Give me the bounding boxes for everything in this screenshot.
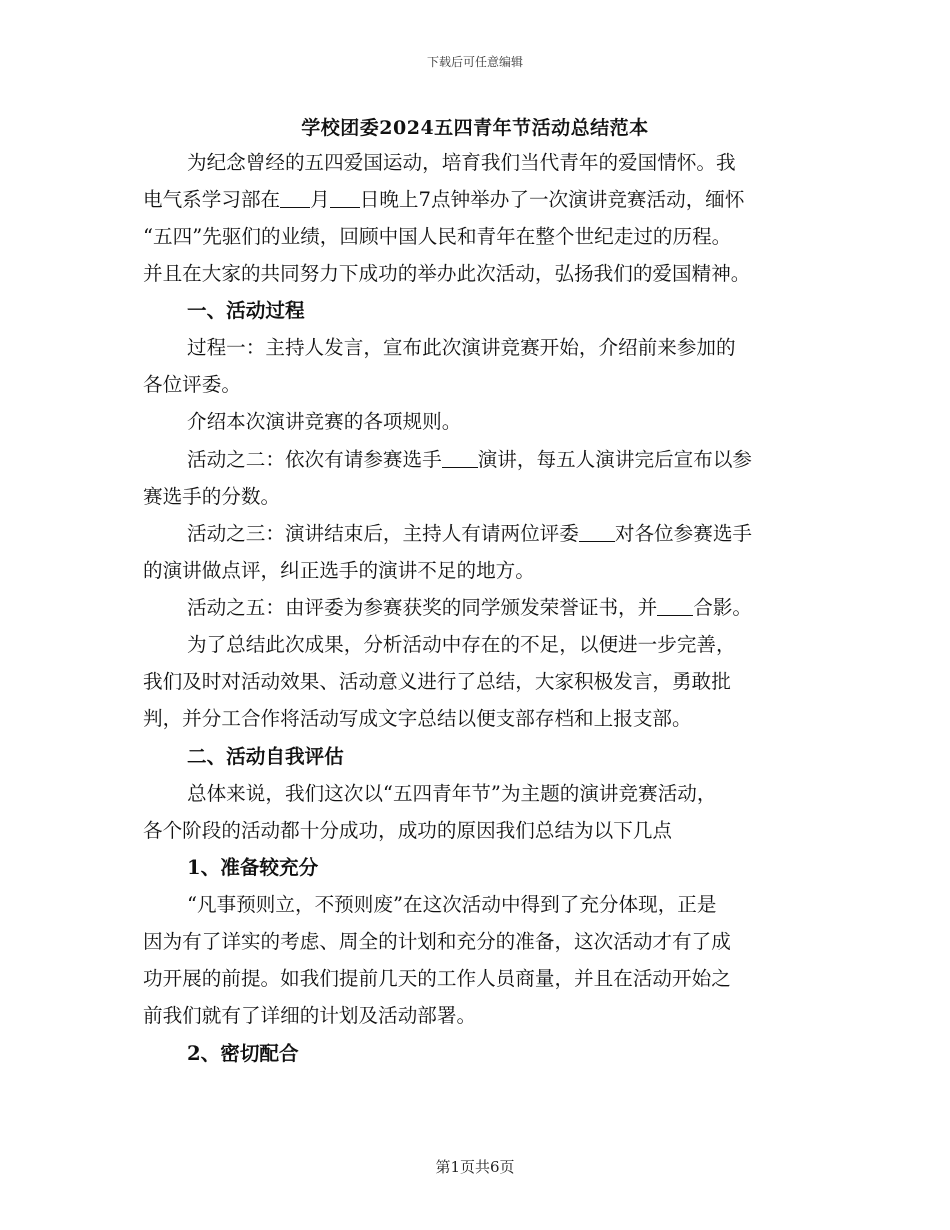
s1-p1-line-2: 各位评委。 [143, 373, 241, 396]
blank-contestant [442, 449, 478, 468]
s1-p5 [187, 595, 807, 621]
intro-line-2-c: 日晚上7点钟举办了一次演讲竞赛活动，缅怀 [359, 188, 745, 211]
header-note: 下载后可任意编辑 [426, 55, 523, 69]
s2-p1-line-1: 总体来说，我们这次以“五四青年节”为主题的演讲竞赛活动， [187, 782, 717, 805]
s1-p3-b: 演讲，每五人演讲完后宣布以参 [477, 448, 753, 471]
s1-p3-line-1 [187, 447, 807, 473]
s1-p6-line-1: 为了总结此次成果，分析活动中存在的不足，以便进一步完善， [187, 633, 736, 656]
intro-line-4: 并且在大家的共同努力下成功的举办此次活动，弘扬我们的爱国精神。 [143, 262, 751, 285]
s1-p1-line-1: 过程一：主持人发言，宣布此次演讲竞赛开始，介绍前来参加的 [187, 336, 736, 359]
sub1-line-3: 功开展的前提。如我们提前几天的工作人员商量，并且在活动开始之 [143, 967, 731, 990]
section-2-heading: 二、活动自我评估 [187, 745, 344, 768]
intro-line-2 [143, 187, 803, 213]
s1-p4-b: 对各位参赛选手 [614, 522, 753, 545]
s1-p4-line-1 [187, 521, 807, 547]
intro-line-1: 为纪念曾经的五四爱国运动，培育我们当代青年的爱国情怀。我 [187, 151, 736, 174]
blank-photo [657, 597, 693, 616]
page-footer: 第1页共6页 [435, 1158, 515, 1176]
subsection-2-heading: 2、密切配合 [187, 1042, 299, 1065]
s1-p2: 介绍本次演讲竞赛的各项规则。 [187, 410, 462, 433]
intro-line-2-a: 电气系学习部在 [143, 188, 281, 211]
intro-line-3: “五四”先驱们的业绩，回顾中国人民和青年在整个世纪走过的历程。 [143, 225, 732, 248]
s1-p4-a: 活动之三：演讲结束后，主持人有请两位评委 [187, 522, 579, 545]
s1-p5-b: 合影。 [693, 596, 753, 619]
s1-p5-a: 活动之五：由评委为参赛获奖的同学颁发荣誉证书，并 [187, 596, 658, 619]
blank-judges [579, 523, 615, 542]
s1-p4-line-2: 的演讲做点评，纠正选手的演讲不足的地方。 [143, 559, 535, 582]
s1-p3-line-2: 赛选手的分数。 [143, 485, 281, 508]
subsection-1-heading: 1、准备较充分 [187, 856, 319, 879]
s2-p1-line-2: 各个阶段的活动都十分成功，成功的原因我们总结为以下几点 [143, 819, 673, 842]
s1-p3-a: 活动之二：依次有请参赛选手 [187, 448, 442, 471]
sub1-line-1: “凡事预则立，不预则废”在这次活动中得到了充分体现，正是 [187, 893, 717, 916]
blank-day [330, 189, 360, 208]
intro-line-2-b: 月 [310, 188, 330, 211]
s1-p6-line-3: 判，并分工合作将活动写成文字总结以便支部存档和上报支部。 [143, 707, 692, 730]
sub1-line-4: 前我们就有了详细的计划及活动部署。 [143, 1004, 477, 1027]
blank-month [280, 189, 310, 208]
sub1-line-2: 因为有了详实的考虑、周全的计划和充分的准备，这次活动才有了成 [143, 930, 731, 953]
section-1-heading: 一、活动过程 [187, 299, 305, 322]
s1-p6-line-2: 我们及时对活动效果、活动意义进行了总结，大家积极发言，勇敢批 [143, 670, 731, 693]
document-title: 学校团委2024五四青年节活动总结范本 [301, 117, 649, 139]
